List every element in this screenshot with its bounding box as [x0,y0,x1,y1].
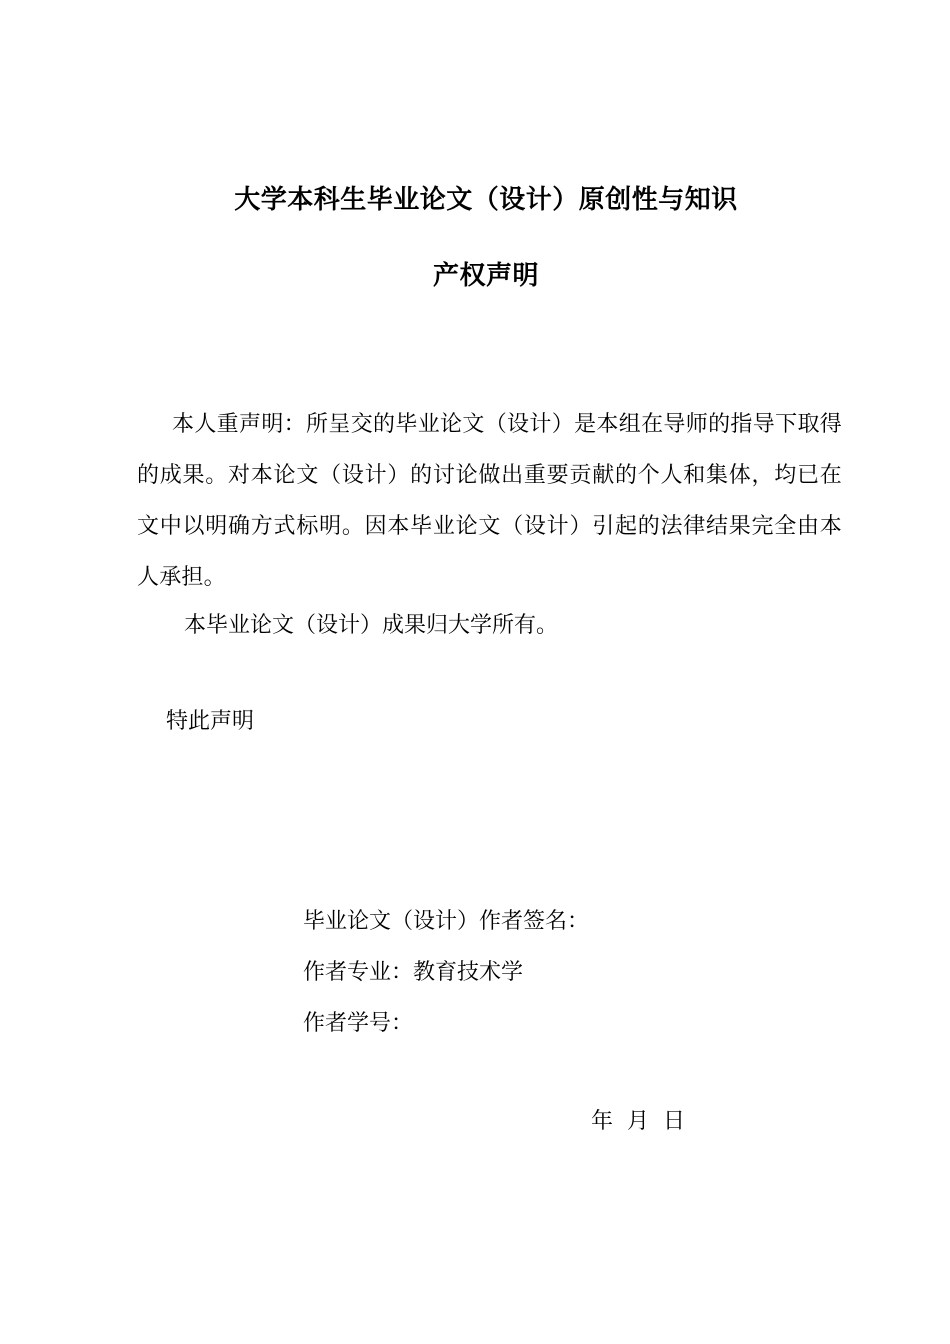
closing-statement: 特此声明 [166,709,255,734]
author-major-value: 教育技术学 [413,960,524,985]
date-year: 年 [591,1109,614,1134]
author-signature-label: 毕业论文（设计）作者签名： [303,909,590,934]
document-title-line2: 产权声明 [432,261,539,291]
document-title-line1: 大学本科生毕业论文（设计）原创性与知识 [234,185,738,215]
signature-block [303,896,589,1049]
date-day: 日 [663,1109,686,1134]
student-id-line [303,998,589,1049]
ownership-paragraph: 本毕业论文（设计）成果归大学所有。 [184,613,559,638]
student-id-label: 作者学号： [303,1011,414,1036]
author-major-line [303,947,589,998]
date-month: 月 [627,1109,650,1134]
date-line [591,1096,699,1147]
declaration-paragraph: 本人重声明：所呈交的毕业论文（设计）是本组在导师的指导下取得的成果。对本论文（设计）的讨论做出重要贡献的个人和集体，均已在文中以明确方式标明。因本毕业论文（设计）引起的法律结果完全由本人承担。 [137,412,842,590]
author-signature-line [303,896,589,947]
author-major-label: 作者专业： [303,960,414,985]
